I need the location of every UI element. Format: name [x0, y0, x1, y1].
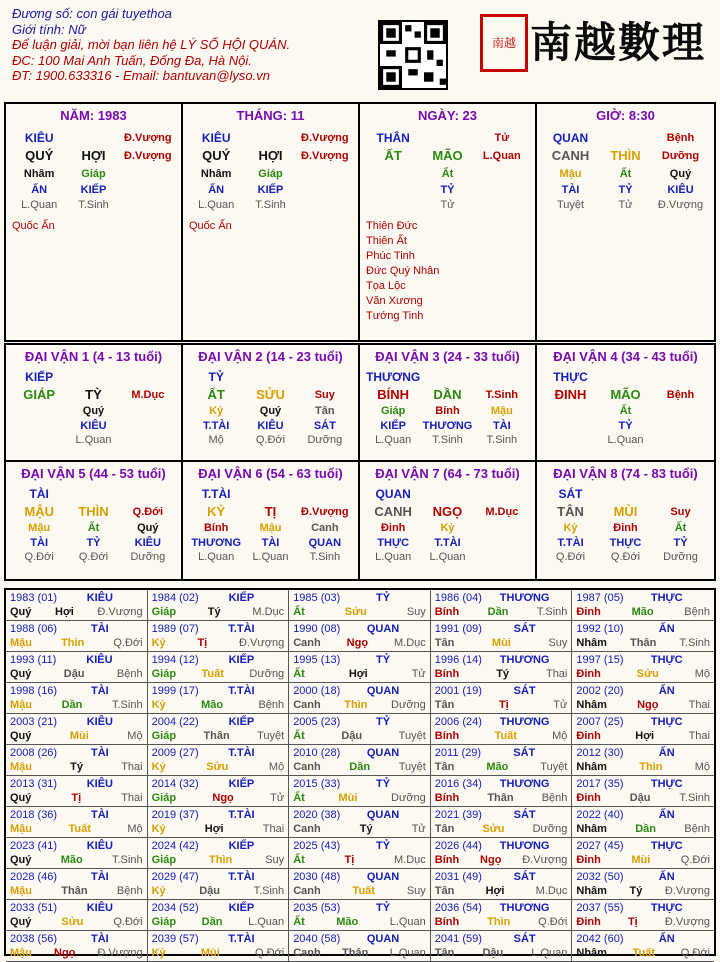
year-cell: 2001 (19) SÁT Tân Tị Tử	[431, 683, 573, 714]
qr-code-icon	[378, 20, 448, 90]
pillar-hour: GIỜ: 8:30 QUAN Bệnh CANH THÌN Dưỡng Mậu Ất Quý TÀI TỶ KIÊU Tuyệt Tử Đ.Vượng	[551, 108, 704, 211]
year-cell: 2006 (24) THƯƠNG Bính Tuất Mộ	[431, 714, 573, 745]
year-cell: 2005 (23) TỶ Ất Dậu Tuyệt	[289, 714, 431, 745]
phone-email: ĐT: 1900.633316 - Email: bantuvan@lyso.vn	[12, 68, 270, 83]
year-cell: 2034 (52) KIẾP Giáp Dần L.Quan	[148, 900, 290, 931]
year-cell: 2036 (54) THƯƠNG Bính Thìn Q.Đới	[431, 900, 573, 931]
year-cell: 1991 (09) SÁT Tân Mùi Suy	[431, 621, 573, 652]
red-seal-icon: 南越	[480, 14, 528, 72]
year-cell: 2016 (34) THƯƠNG Bính Thân Bệnh	[431, 776, 573, 807]
year-cell: 2004 (22) KIẾP Giáp Thân Tuyệt	[148, 714, 290, 745]
year-cell: 2011 (29) SÁT Tân Mão Tuyệt	[431, 745, 573, 776]
year-cell: 2032 (50) ẤN Nhâm Tý Đ.Vượng	[572, 869, 714, 900]
brand-logo: 南越數理	[530, 18, 707, 67]
year-cell: 2027 (45) THỰC Đinh Mùi Q.Đới	[572, 838, 714, 869]
year-cell: 1995 (13) TỶ Ất Hợi Tử	[289, 652, 431, 683]
pillar-day: NGÀY: 23 THÂN Tử ẤT MÃO L.Quan Ất TỶ Tử Thiên Đức Thiên Ất Phúc Tinh Đức Quý Nhân Tọa Lộc Văn Xương Tướng Tinh	[360, 104, 537, 340]
year-cell: 1989 (07) T.TÀI Kỷ Tị Đ.Vượng	[148, 621, 290, 652]
year-cell: 2010 (28) QUAN Canh Dần Tuyệt	[289, 745, 431, 776]
year-cell: 2029 (47) T.TÀI Kỷ Dậu T.Sinh	[148, 869, 290, 900]
year-cell: 1999 (17) T.TÀI Kỷ Mão Bệnh	[148, 683, 290, 714]
year-cell: 2015 (33) TỶ Ất Mùi Dưỡng	[289, 776, 431, 807]
year-cell: 1992 (10) ẤN Nhâm Thân T.Sinh	[572, 621, 714, 652]
year-cell: 2025 (43) TỶ Ất Tị M.Dục	[289, 838, 431, 869]
four-pillars	[4, 102, 716, 342]
major-luck-cell: ĐẠI VẬN 7 (64 - 73 tuổi) QUAN CANH NGỌ M.Dục Đinh Kỷ THỰC T.TÀI L.Quan L.Quan	[360, 462, 537, 579]
year-cell: 2033 (51) KIÊU Quý Sửu Q.Đới	[6, 900, 148, 931]
year-cell: 2028 (46) TÀI Mậu Thân Bệnh	[6, 869, 148, 900]
major-luck-cell: ĐẠI VẬN 4 (34 - 43 tuổi) THỰC ĐINH MÃO Bệnh Ất TỶ L.Quan	[537, 345, 714, 462]
year-cell: 2037 (55) THỰC Đinh Tị Đ.Vượng	[572, 900, 714, 931]
year-cell: 1986 (04) THƯƠNG Bính Dần T.Sinh	[431, 590, 573, 621]
pillar-month: THÁNG: 11 KIÊU Đ.Vượng QUÝ HỢI Đ.Vượng Nhâm Giáp ẤN KIẾP L.Quan T.Sinh Quốc Ấn	[183, 104, 360, 340]
year-cell: 1983 (01) KIÊU Quý Hợi Đ.Vượng	[6, 590, 148, 621]
year-cell: 2017 (35) THỰC Đinh Dậu T.Sinh	[572, 776, 714, 807]
year-cell: 2042 (60) ẤN Nhâm Tuất Q.Đới	[572, 931, 714, 962]
year-cell: 1993 (11) KIÊU Quý Dậu Bệnh	[6, 652, 148, 683]
major-luck-cell: ĐẠI VẬN 6 (54 - 63 tuổi) T.TÀI KỶ TỊ Đ.Vượng Bính Mậu Canh THƯƠNG TÀI QUAN L.Quan L.Quan T.Sinh	[183, 462, 360, 579]
year-cell: 2000 (18) QUAN Canh Thìn Dưỡng	[289, 683, 431, 714]
year-cell: 1987 (05) THỰC Đinh Mão Bệnh	[572, 590, 714, 621]
year-cell: 2022 (40) ẤN Nhâm Dần Bệnh	[572, 807, 714, 838]
year-cell: 2020 (38) QUAN Canh Tý Tử	[289, 807, 431, 838]
year-cell: 2038 (56) TÀI Mậu Ngọ Đ.Vượng	[6, 931, 148, 962]
header-info	[12, 6, 372, 84]
year-cell: 1997 (15) THỰC Đinh Sửu Mộ	[572, 652, 714, 683]
major-luck-grid	[4, 343, 716, 581]
year-cell: 2003 (21) KIÊU Quý Mùi Mộ	[6, 714, 148, 745]
year-cell: 2021 (39) SÁT Tân Sửu Dưỡng	[431, 807, 573, 838]
major-luck-cell: ĐẠI VẬN 2 (14 - 23 tuổi) TỶ ẤT SỬU Suy Kỷ Quý Tân T.TÀI KIÊU SÁT Mộ Q.Đới Dưỡng	[183, 345, 360, 462]
year-cell: 2018 (36) TÀI Mậu Tuất Mộ	[6, 807, 148, 838]
year-cell: 2012 (30) ẤN Nhâm Thìn Mộ	[572, 745, 714, 776]
year-cell: 2041 (59) SÁT Tân Dậu L.Quan	[431, 931, 573, 962]
year-cell: 2030 (48) QUAN Canh Tuất Suy	[289, 869, 431, 900]
year-cell: 1996 (14) THƯƠNG Bính Tý Thai	[431, 652, 573, 683]
year-cell: 2019 (37) T.TÀI Kỷ Hợi Thai	[148, 807, 290, 838]
year-cell: 1988 (06) TÀI Mậu Thìn Q.Đới	[6, 621, 148, 652]
year-cell: 2039 (57) T.TÀI Kỷ Mùi Q.Đới	[148, 931, 290, 962]
address: ĐC: 100 Mai Anh Tuấn, Đống Đa, Hà Nội.	[12, 52, 252, 68]
year-cell: 1998 (16) TÀI Mậu Dần T.Sinh	[6, 683, 148, 714]
subject-name: Đương số: con gái tuyethoa	[12, 6, 172, 21]
year-cell: 2009 (27) T.TÀI Kỷ Sửu Mộ	[148, 745, 290, 776]
annual-luck-grid	[4, 588, 716, 959]
major-luck-cell: ĐẠI VẬN 3 (24 - 33 tuổi) THƯƠNG BÍNH DẦN T.Sinh Giáp Bính Mậu KIẾP THƯƠNG TÀI L.Quan T.Sinh T.Sinh	[360, 345, 537, 462]
contact-note: Để luận giải, mời bạn liên hệ LÝ SỐ HỘI QUÁN.	[12, 37, 291, 52]
year-cell: 2031 (49) SÁT Tân Hợi M.Dục	[431, 869, 573, 900]
year-cell: 2014 (32) KIẾP Giáp Ngọ Tử	[148, 776, 290, 807]
year-cell: 1994 (12) KIẾP Giáp Tuất Dưỡng	[148, 652, 290, 683]
gender: Giới tính: Nữ	[12, 21, 86, 37]
year-cell: 2007 (25) THỰC Đinh Hợi Thai	[572, 714, 714, 745]
year-cell: 2024 (42) KIẾP Giáp Thìn Suy	[148, 838, 290, 869]
year-cell: 2013 (31) KIÊU Quý Tị Thai	[6, 776, 148, 807]
year-cell: 1985 (03) TỶ Ất Sửu Suy	[289, 590, 431, 621]
year-cell: 1984 (02) KIẾP Giáp Tý M.Dục	[148, 590, 290, 621]
year-cell: 1990 (08) QUAN Canh Ngọ M.Dục	[289, 621, 431, 652]
pillar-year: NĂM: 1983 KIÊU Đ.Vượng QUÝ HỢI Đ.Vượng Nhâm Giáp ẤN KIẾP L.Quan T.Sinh Quốc Ấn	[6, 104, 183, 340]
year-cell: 2040 (58) QUAN Canh Thân L.Quan	[289, 931, 431, 962]
major-luck-cell: ĐẠI VẬN 5 (44 - 53 tuổi) TÀI MẬU THÌN Q.Đới Mậu Ất Quý TÀI TỶ KIÊU Q.Đới Q.Đới Dưỡng	[6, 462, 183, 579]
year-cell: 2008 (26) TÀI Mậu Tý Thai	[6, 745, 148, 776]
year-cell: 2023 (41) KIÊU Quý Mão T.Sinh	[6, 838, 148, 869]
year-cell: 2026 (44) THƯƠNG Bính Ngọ Đ.Vượng	[431, 838, 573, 869]
major-luck-cell: ĐẠI VẬN 8 (74 - 83 tuổi) SÁT TÂN MÙI Suy Kỷ Đinh Ất T.TÀI THỰC TỶ Q.Đới Q.Đới Dưỡng	[553, 466, 698, 563]
major-luck-cell: ĐẠI VẬN 1 (4 - 13 tuổi) KIẾP GIÁP TỲ M.Dục Quý KIÊU L.Quan	[6, 345, 183, 462]
year-cell: 2002 (20) ẤN Nhâm Ngọ Thai	[572, 683, 714, 714]
year-cell: 2035 (53) TỶ Ất Mão L.Quan	[289, 900, 431, 931]
